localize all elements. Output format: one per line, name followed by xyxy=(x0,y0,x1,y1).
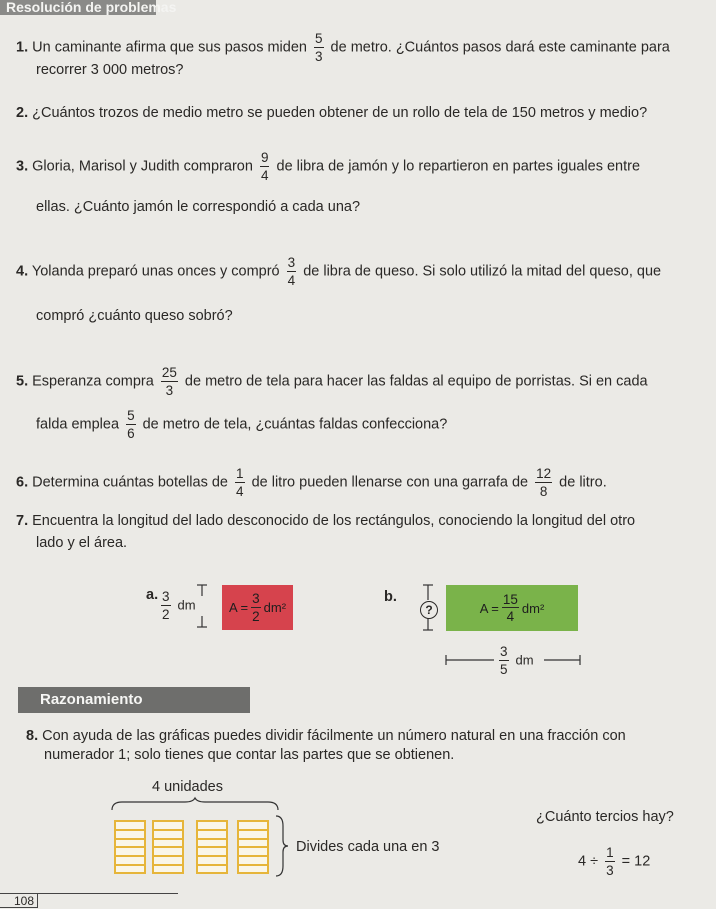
fraction: $\frac{12}{8}$ xyxy=(536,466,552,499)
problem-8-line-1: 8. Con ayuda de las gráficas puedes dividir fácilmente un número natural en una fracción con xyxy=(26,728,626,744)
question-text: ¿Cuánto tercios hay? xyxy=(536,809,674,825)
problem-7-line-1: 7. Encuentra la longitud del lado desconocido de los rectángulos, conociendo la longitud del otro xyxy=(16,513,636,529)
problem-3-line-1: 3. Gloria, Marisol y Judith compraron $\frac{9}{4}$ de libra de jamón y lo repartieron en partes iguales entre xyxy=(16,150,641,183)
problem-1-line-2: recorrer 3 000 metros? xyxy=(36,62,184,78)
reasoning-section-title: Razonamiento xyxy=(18,687,250,713)
unit-bar xyxy=(152,820,184,848)
fraction: $\frac{5}{6}$ xyxy=(127,408,135,441)
unit-bar xyxy=(152,846,184,874)
unknown-side-marker: ? xyxy=(420,601,438,619)
rect-b-base: $\frac{3}{5}$ dm xyxy=(500,644,534,677)
problem-7-line-2: lado y el área. xyxy=(36,535,128,551)
divide-brace xyxy=(274,814,290,878)
fraction: $\frac{3}{5}$ xyxy=(500,644,508,677)
units-brace xyxy=(110,798,280,812)
problem-6: 6. Determina cuántas botellas de $\frac{1}{4}$ de litro pueden llenarse con una garrafa de $\frac{12}{8}$ de litro. xyxy=(16,466,607,499)
fraction: $\frac{9}{4}$ xyxy=(260,150,269,183)
fraction: $\frac{3}{2}$ xyxy=(162,589,170,622)
rect-a-dimension-marker xyxy=(192,582,212,632)
fraction: $\frac{1}{3}$ xyxy=(606,845,614,878)
problem-5-line-1: 5. Esperanza compra $\frac{25}{3}$ de metro de tela para hacer las faldas al equipo de porristas. Si en cada xyxy=(16,365,648,398)
fraction: $\frac{25}{3}$ xyxy=(161,365,177,398)
units-label: 4 unidades xyxy=(152,779,223,795)
unit-bar xyxy=(196,846,228,874)
page-number: 108 xyxy=(0,893,38,908)
problem-3-line-2: ellas. ¿Cuánto jamón le correspondió a cada una? xyxy=(36,199,361,215)
fraction: $\frac{15}{4}$ xyxy=(502,591,518,624)
fraction: $\frac{3}{4}$ xyxy=(287,255,296,288)
problem-4-line-1: 4. Yolanda preparó unas onces y compró $\frac{3}{4}$ de libra de queso. Si solo utilizó la mitad del queso, que xyxy=(16,255,662,288)
fraction: $\frac{5}{3}$ xyxy=(315,31,323,64)
rect-a-label: a. xyxy=(146,587,159,603)
problem-8-line-2: numerador 1; solo tienes que contar las partes que se obtienen. xyxy=(44,747,455,763)
footer-rule xyxy=(38,893,178,894)
problem-2: 2. ¿Cuántos trozos de medio metro se pueden obtener de un rollo de tela de 150 metros y medio? xyxy=(16,105,648,121)
unit-bar xyxy=(237,846,269,874)
problem-5-line-2: falda emplea $\frac{5}{6}$ de metro de tela, ¿cuántas faldas confecciona? xyxy=(36,408,448,441)
rect-b-box: A = $\frac{15}{4}$ dm² xyxy=(446,585,578,631)
rect-a-box: A = $\frac{3}{2}$ dm² xyxy=(222,585,293,630)
rect-b-label: b. xyxy=(384,589,397,605)
unit-bar xyxy=(114,820,146,848)
unit-bar xyxy=(114,846,146,874)
section-header: Resolución de problemas xyxy=(0,0,156,15)
fraction: $\frac{3}{2}$ xyxy=(252,591,260,624)
fraction: $\frac{1}{4}$ xyxy=(236,466,244,499)
unit-bar xyxy=(196,820,228,848)
rect-a-side: $\frac{3}{2}$ dm xyxy=(162,589,196,622)
equation: 4 ÷ $\frac{1}{3}$ = 12 xyxy=(578,845,651,878)
divides-label: Divides cada una en 3 xyxy=(296,839,440,855)
problem-1-line-1: 1. Un caminante afirma que sus pasos miden $\frac{5}{3}$ de metro. ¿Cuántos pasos dará este caminante para xyxy=(16,31,670,64)
problem-4-line-2: compró ¿cuánto queso sobró? xyxy=(36,308,233,324)
unit-bar xyxy=(237,820,269,848)
